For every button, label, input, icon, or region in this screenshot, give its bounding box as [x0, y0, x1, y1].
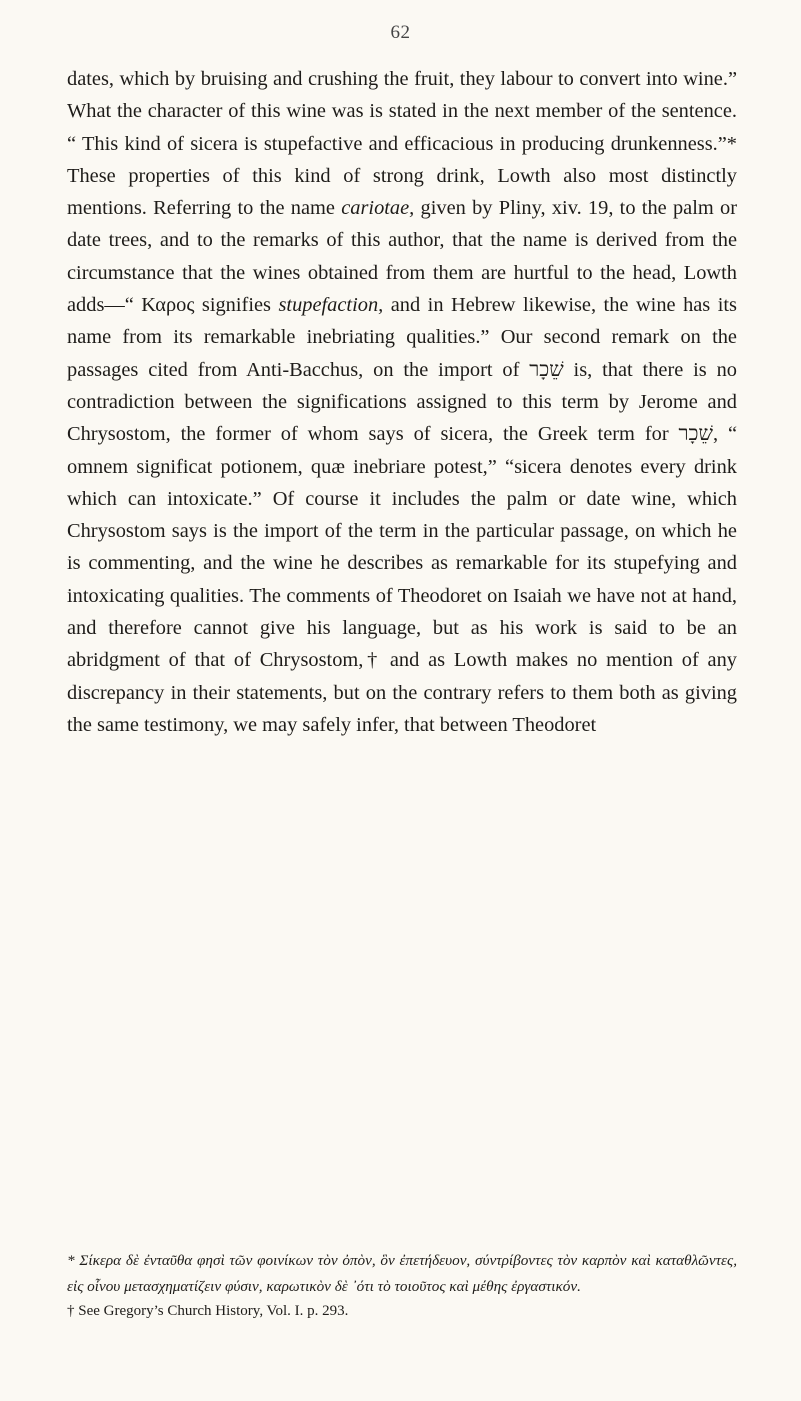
text-segment: given by Pliny, xiv. 19, to the palm or date trees, and to the remarks of this author, that the name is derived from the circumstance that the wines obtained from them are hurtful to the head, Lowth adds—“ Καρος signifies	[67, 197, 737, 317]
body-paragraph	[67, 63, 737, 741]
footnote-greek-quotation: * Σίκερα δὲ ἐνταῦθα φησὶ τῶν φοινίκων τὸν ὀπὸν, ὃν ἐπετήδευον, σύντρίβοντες τὸν καρπὸν καὶ καταθλῶντες, εἰς οἶνου μετασχηματίζειν φύσιν, καρωτικὸν δὲ ᾽ότι τὸ τοιοῦτος καὶ μέθης ἐργαστικόν.	[67, 1252, 737, 1295]
text-segment: and in Hebrew likewise, the wine has its name from its remarkable inebriating qualities.” Our second remark on the passages cited from Anti-Bacchus, on the import of שֵׁכָר is, that there is no contradiction between the significations assigned to this term by Jerome and Chrysostom, the former of whom says of sicera, the Greek term for שֵׁכָר, “ omnem significat potionem, quæ inebriare potest,” “sicera denotes every drink which can intoxicate.” Of course it includes the palm or date wine, which Chrysostom says is the import of the term in the particular passage, on which he is commenting, and the wine he describes as remarkable for its stupefying and intoxicating qualities. The comments of Theodoret on Isaiah we have not at hand, and therefore cannot give his language, but as his work is said to be an abridgment of that of Chrysostom,† and as Lowth makes no mention of any discrepancy in their statements, but on the contrary refers to them both as giving the same testimony, we may safely infer, that between Theodoret	[67, 294, 737, 736]
footnote-reference: † See Gregory’s Church History, Vol. I. p. 293.	[67, 1303, 349, 1319]
italic-term-stupefaction: stupefaction,	[278, 294, 384, 317]
text-segment: dates, which by bruising and crushing the fruit, they labour to convert into wine.” What the character of this wine was is stated in the next member of the sentence. “ This kind of sicera is stupefactive and efficacious in producing drunkenness.”* These properties of this kind of strong drink, Lowth also most distinctly mentions. Referring to the name	[67, 68, 737, 220]
page-number: 62	[390, 22, 411, 43]
body-text-block	[67, 63, 737, 741]
italic-term-cariotae: cariotae,	[341, 197, 415, 220]
footnotes	[67, 1248, 737, 1322]
